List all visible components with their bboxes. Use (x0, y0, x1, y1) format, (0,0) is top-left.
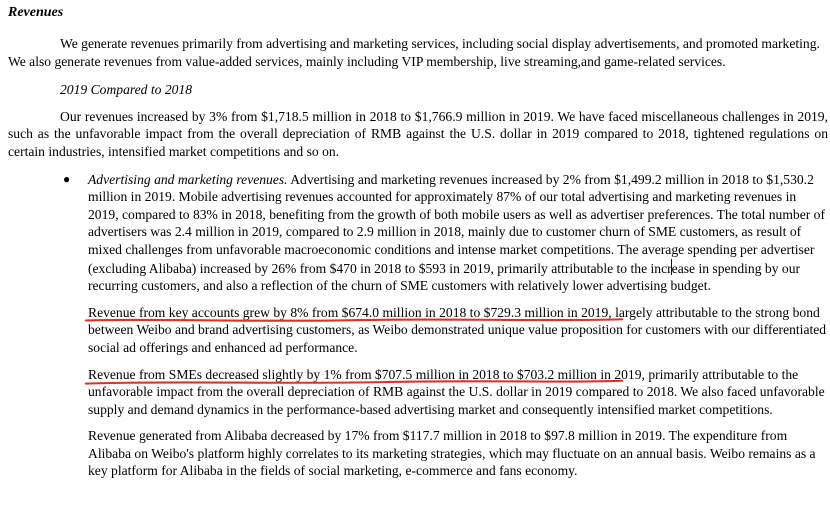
key-accounts-paragraph (88, 304, 828, 357)
bullet-item (8, 171, 828, 295)
overview-paragraph: Our revenues increased by 3% from $1,718.5 million in 2018 to $1,766.9 million in 2019. We have faced miscellaneous challenges in 2019, such as the unfavorable impact from the overall depreciation of RMB against the U.S. dollar in 2019 compared to 2018, tightened regulations on certain industries, intensified market competitions and so on. (8, 108, 828, 159)
smes-paragraph (88, 366, 828, 419)
intro-paragraph: We generate revenues primarily from advertising and marketing services, including social display advertisements, and promoted marketing. We also generate revenues from value-added services, mainly including VIP membership, live streaming,and game-related services. (8, 36, 820, 69)
smes-underlined-text (88, 367, 645, 382)
smes-highlight: Revenue from SMEs decreased slightly by 1% from $707.5 million in 2018 to $703.2 million in 2019, (88, 366, 645, 382)
section-heading: Revenues (8, 5, 64, 20)
subsection-heading: 2019 Compared to 2018 (60, 82, 193, 98)
bullet-body-after-caret: ease in spending by our recurring customers, and also a reflection of the churn of SME customers with relatively lower advertising budget. (88, 260, 801, 294)
bullet-body-before-caret: Advertising and marketing revenues increased by 2% from $1,499.2 million in 2018 to $1,530.2 million in 2019. Mobile advertising revenues accounted for approximately 87% of our total advertising and marketing revenues in 2019, compared to 83% in 2018, benefiting from the growth of both mobile users as well as advertiser preferences. The total number of advertisers was 2.4 million in 2019, compared to 2.9 million in 2018, mainly due to customer churn of SME customers, as result of mixed challenges from unfavorable macroeconomic conditions and intense market competitions. The average spending per advertiser (excluding Alibaba) increased by 26% from $470 in 2018 to $593 in 2019, primarily attributable to the incr (88, 171, 826, 276)
alibaba-paragraph: Revenue generated from Alibaba decreased by 17% from $117.7 million in 2018 to $97.8 million in 2019. The expenditure from Alibaba on Weibo's platform highly correlates to its marketing strategies, which may fluctuate on an annual basis. Weibo remains as a key platform for Alibaba in the fields of social marketing, e-commerce and fans economy. (88, 428, 816, 479)
bullet-icon: ● (63, 171, 71, 186)
key-accounts-rest: largely attributable to the strong bond between Weibo and brand advertising customers, as Weibo demonstrated unique value proposition for customers with our differentiated social ad offerings and enhanced ad performance. (88, 304, 827, 355)
bullet-lead-text: Advertising and marketing revenues. (88, 171, 288, 187)
key-accounts-underlined-text (88, 305, 612, 320)
smes-rest: primarily attributable to the unfavorable impact from the overall depreciation of RMB against the U.S. dollar in 2019 compared to 2018. We also faced unfavorable supply and demand dynamics in the performance-based advertising market and consequently intensified market competitions. (88, 366, 825, 417)
bullet-paragraph (88, 171, 828, 295)
key-accounts-highlight: Revenue from key accounts grew by 8% from $674.0 million in 2018 to $729.3 million in 2019, (88, 304, 612, 320)
